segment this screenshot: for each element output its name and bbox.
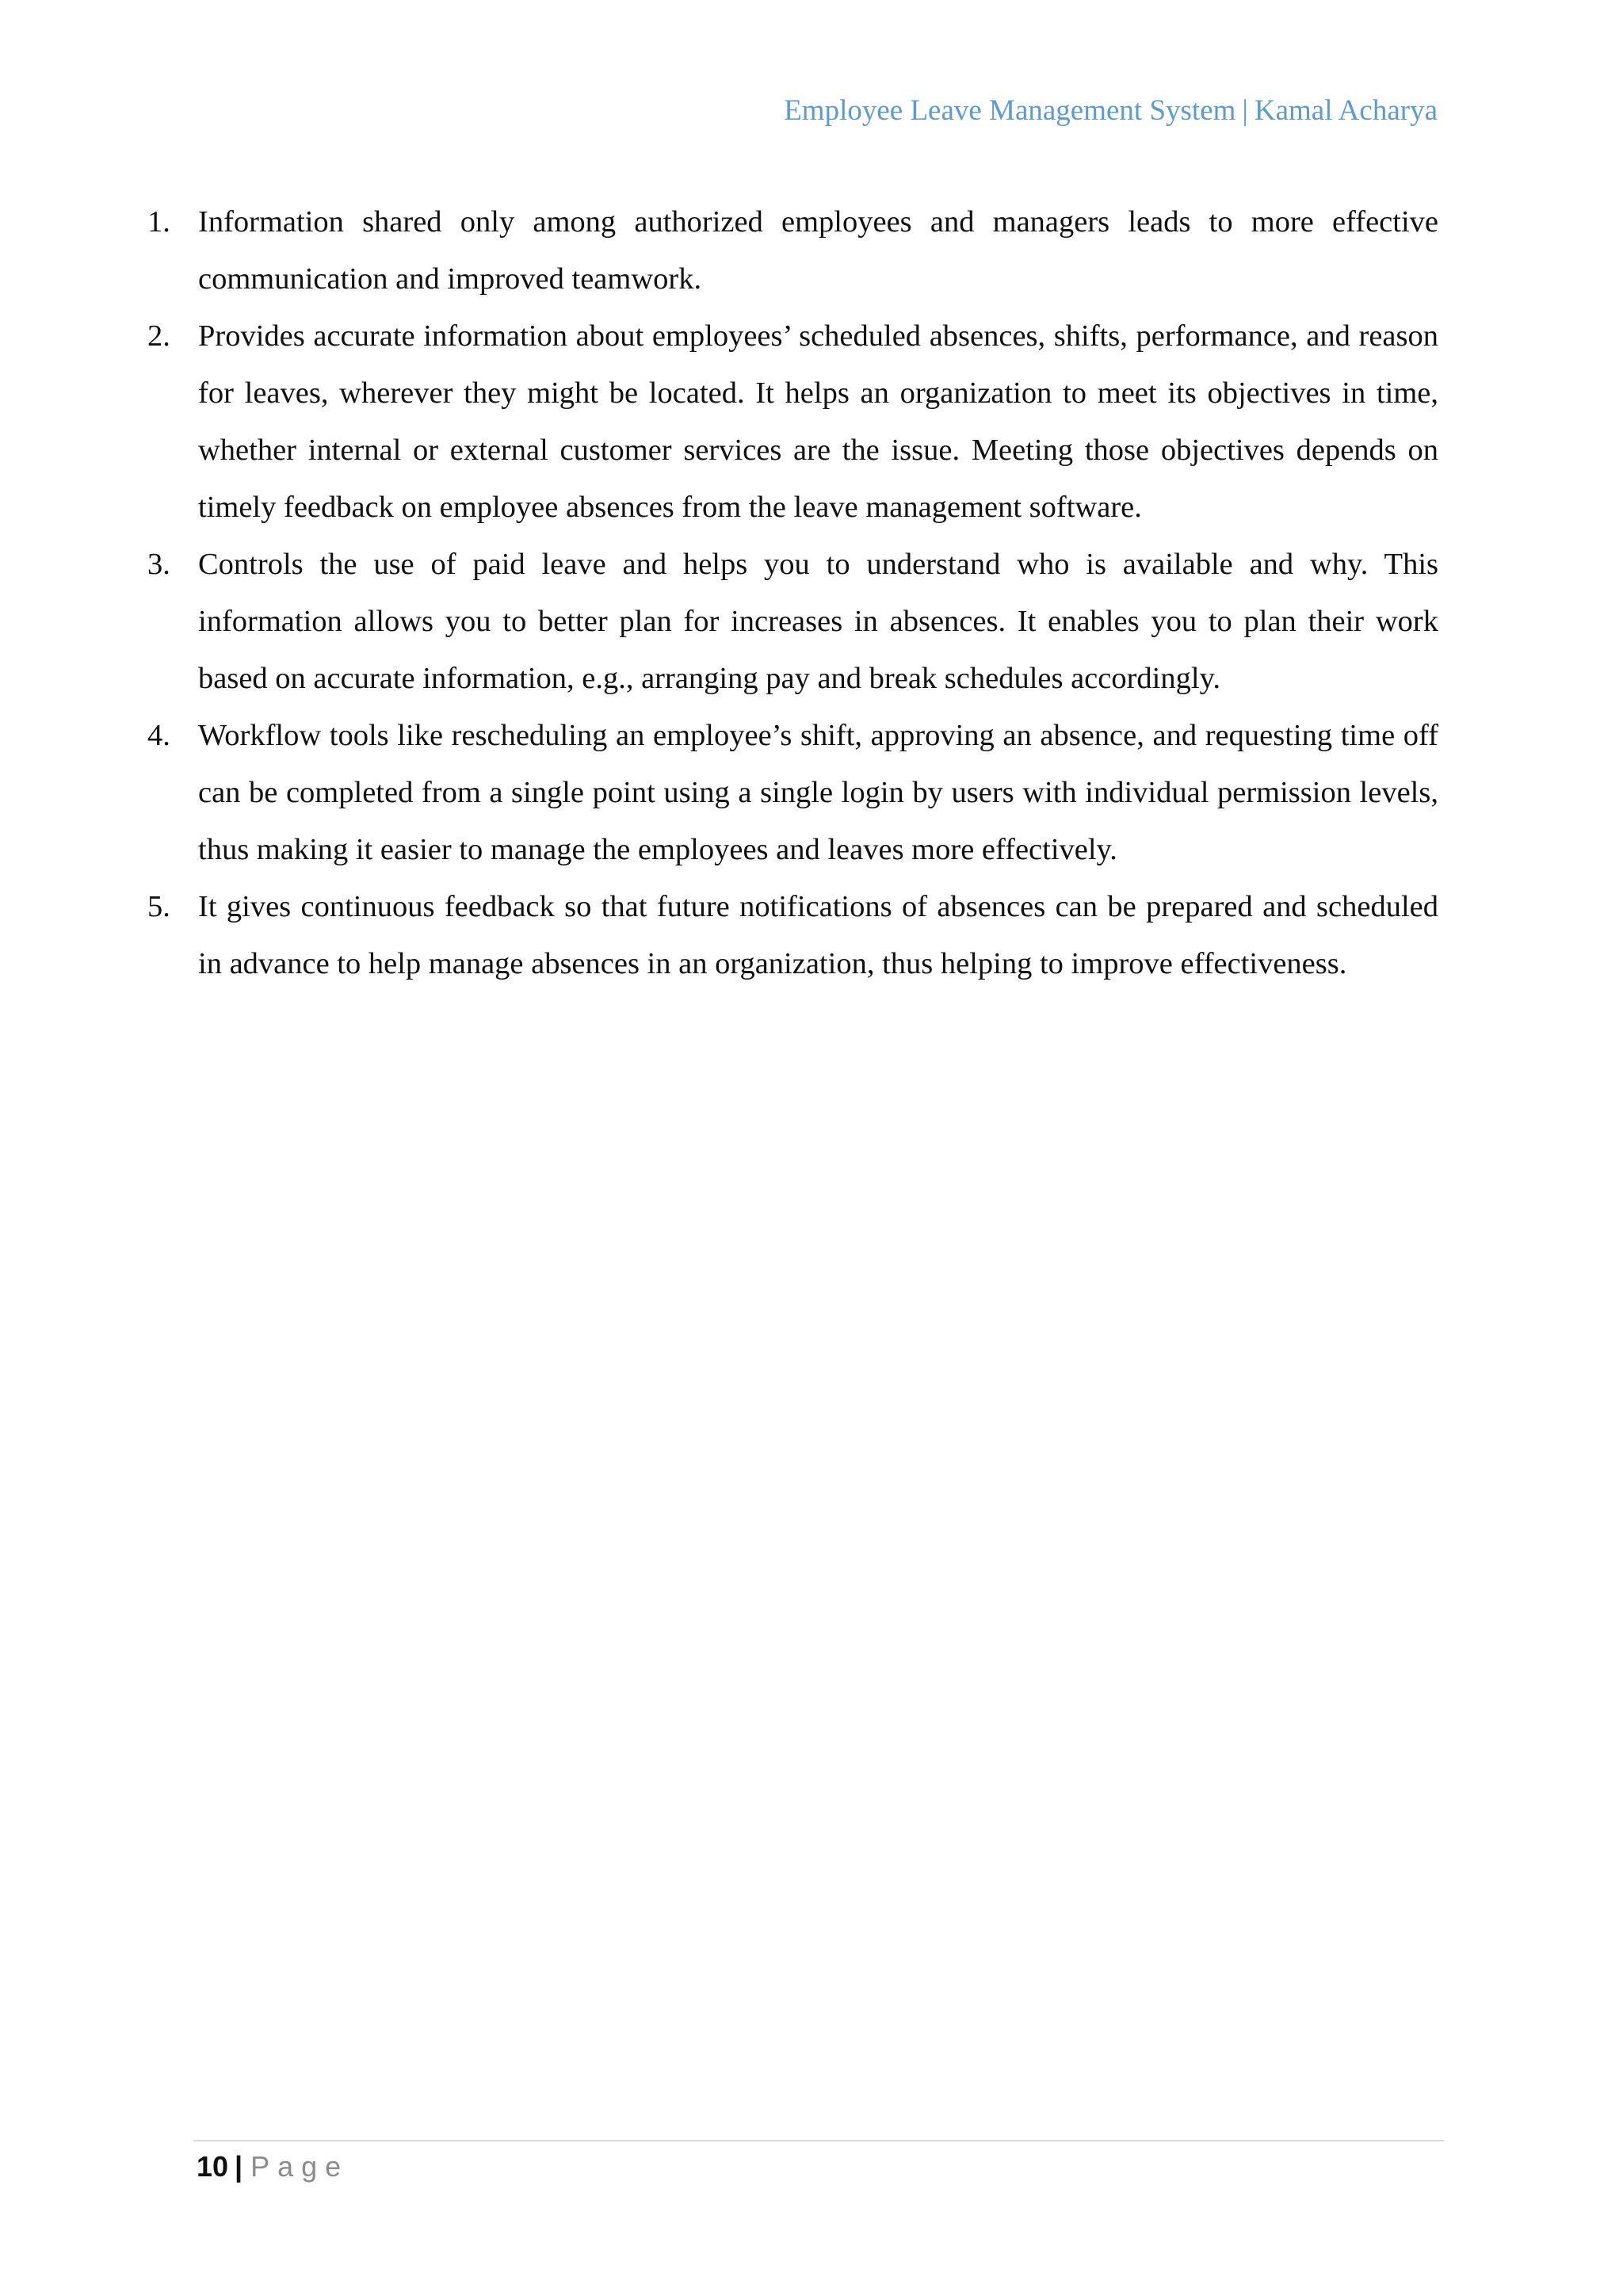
- list-item-number: 3.: [147, 548, 170, 581]
- footer-separator: |: [235, 2150, 243, 2183]
- list-item-text: Controls the use of paid leave and helps you to understand who is available and why. This information allows you to better plan for increases in absences. It enables you to plan their work based on accurate information, e.g., arranging pay and break schedules accordingly.: [198, 548, 1438, 695]
- list-item-number: 5.: [147, 890, 170, 923]
- benefits-list: [143, 193, 1438, 992]
- list-item: [143, 308, 1438, 536]
- page-footer: [197, 2149, 349, 2183]
- footer-page-label: Page: [250, 2150, 349, 2183]
- list-item-number: 1.: [147, 205, 170, 239]
- list-item-number: 2.: [147, 319, 170, 353]
- list-item-text: It gives continuous feedback so that future notifications of absences can be prepared and scheduled in advance to help manage absences in an organization, thus helping to improve effectiveness.: [198, 890, 1438, 980]
- list-item-text: Information shared only among authorized employees and managers leads to more effective communication and improved teamwork.: [198, 205, 1438, 296]
- list-item-number: 4.: [147, 719, 170, 752]
- body-content: [143, 193, 1438, 992]
- list-item: [143, 536, 1438, 707]
- list-item-text: Workflow tools like rescheduling an employee’s shift, approving an absence, and requesting time off can be completed from a single point using a single login by users with individual permission levels, thus making it easier to manage the employees and leaves more effectively.: [198, 719, 1438, 866]
- list-item-text: Provides accurate information about employees’ scheduled absences, shifts, performance, and reason for leaves, wherever they might be located. It helps an organization to meet its objectives in time, whether internal or external customer services are the issue. Meeting those objectives depends on timely feedback on employee absences from the leave management software.: [198, 319, 1438, 524]
- footer-divider: [193, 2140, 1444, 2141]
- header-separator: |: [1242, 94, 1248, 127]
- footer-page-number: 10: [197, 2150, 229, 2183]
- header-title: Employee Leave Management System: [784, 94, 1236, 127]
- running-header: [784, 94, 1438, 128]
- list-item: [143, 878, 1438, 992]
- list-item: [143, 193, 1438, 308]
- header-author: Kamal Acharya: [1254, 94, 1438, 127]
- list-item: [143, 707, 1438, 878]
